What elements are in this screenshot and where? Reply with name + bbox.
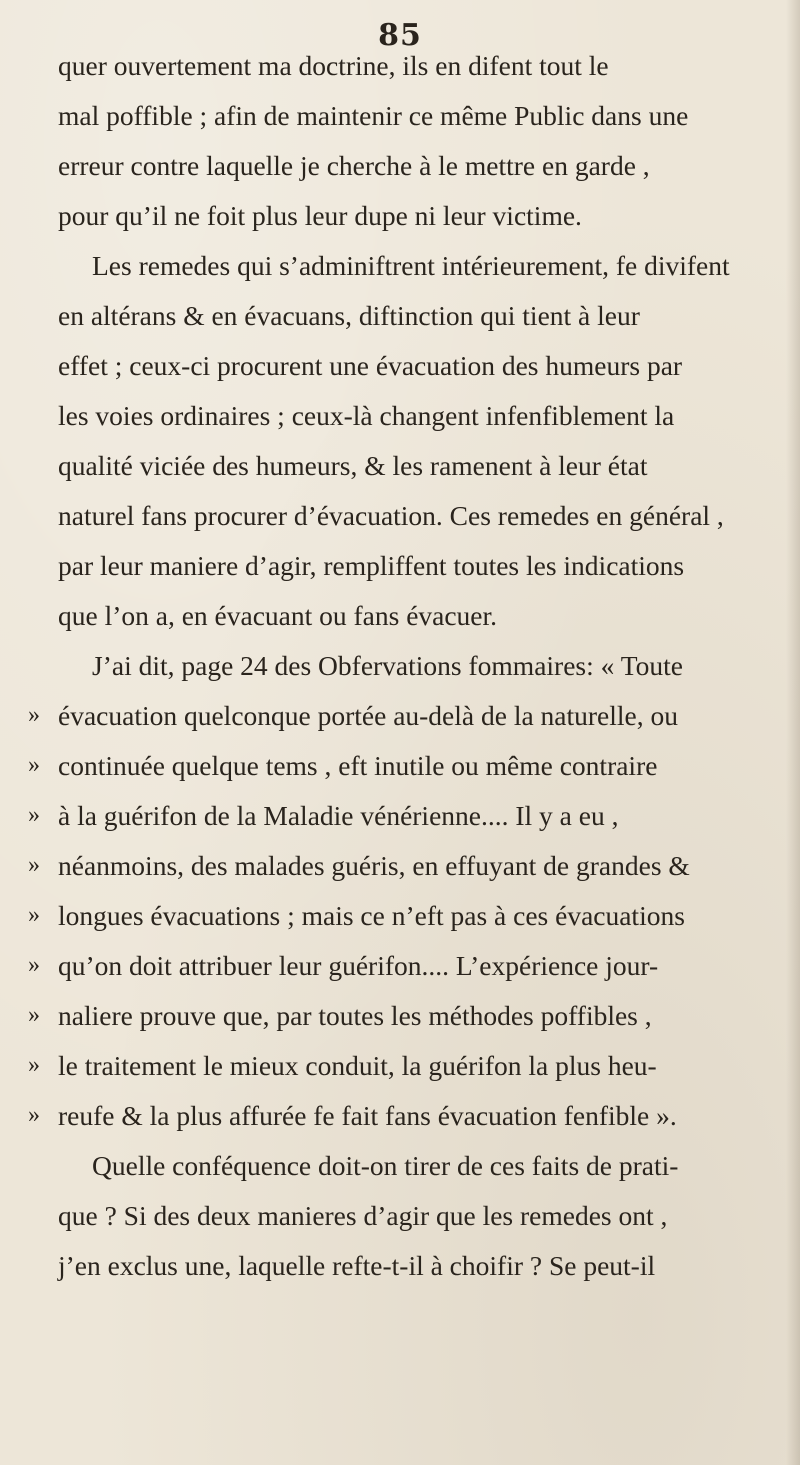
text-line-2: mal poffible ; afin de maintenir ce même Public dans une	[58, 100, 689, 131]
text-line-23: Quelle conféquence doit-on tirer de ces faits de prati-	[92, 1150, 679, 1181]
quote-marker-21: »	[28, 1052, 40, 1078]
quote-marker-22: »	[28, 1102, 40, 1128]
text-line-17: néanmoins, des malades guéris, en effuyant de grandes &	[58, 850, 690, 881]
text-line-18: longues évacuations ; mais ce n’eft pas à ces évacuations	[58, 900, 685, 931]
quote-marker-14: »	[28, 702, 40, 728]
text-line-6: en altérans & en évacuans, diftinction qui tient à leur	[58, 300, 640, 331]
text-line-4: pour qu’il ne foit plus leur dupe ni leur victime.	[58, 200, 582, 231]
text-line-8: les voies ordinaires ; ceux-là changent infenfiblement la	[58, 400, 675, 431]
quote-marker-15: »	[28, 752, 40, 778]
page-number: 85	[378, 18, 422, 53]
text-line-19: qu’on doit attribuer leur guérifon.... L’expérience jour-	[58, 950, 659, 981]
quote-marker-19: »	[28, 952, 40, 978]
quote-marker-17: »	[28, 852, 40, 878]
text-line-7: effet ; ceux-ci procurent une évacuation des humeurs par	[58, 350, 683, 381]
quote-marker-18: »	[28, 902, 40, 928]
text-line-24: que ? Si des deux manieres d’agir que les remedes ont ,	[58, 1200, 668, 1231]
text-line-11: par leur maniere d’agir, rempliffent toutes les indications	[58, 550, 685, 581]
quote-marker-16: »	[28, 802, 40, 828]
text-line-16: à la guérifon de la Maladie vénérienne.... Il y a eu ,	[58, 800, 619, 831]
text-line-15: continuée quelque tems , eft inutile ou même contraire	[58, 750, 658, 781]
text-line-20: naliere prouve que, par toutes les méthodes poffibles ,	[58, 1000, 652, 1031]
page-edge-shadow	[786, 0, 800, 1465]
text-line-12: que l’on a, en évacuant ou fans évacuer.	[58, 600, 498, 631]
text-line-25: j’en exclus une, laquelle refte-t-il à choifir ? Se peut-il	[58, 1250, 656, 1281]
text-line-9: qualité viciée des humeurs, & les ramenent à leur état	[58, 450, 648, 481]
text-line-5: Les remedes qui s’adminiftrent intérieurement, fe divifent	[92, 250, 730, 281]
quote-marker-20: »	[28, 1002, 40, 1028]
text-line-21: le traitement le mieux conduit, la guérifon la plus heu-	[58, 1050, 657, 1081]
text-line-10: naturel fans procurer d’évacuation. Ces remedes en général ,	[58, 500, 724, 531]
text-line-13: J’ai dit, page 24 des Obfervations fommaires: « Toute	[92, 650, 683, 681]
text-line-1: quer ouvertement ma doctrine, ils en difent tout le	[58, 50, 609, 81]
text-line-3: erreur contre laquelle je cherche à le mettre en garde ,	[58, 150, 650, 181]
text-line-22: reufe & la plus affurée fe fait fans évacuation fenfible ».	[58, 1100, 677, 1131]
text-line-14: évacuation quelconque portée au-delà de la naturelle, ou	[58, 700, 678, 731]
